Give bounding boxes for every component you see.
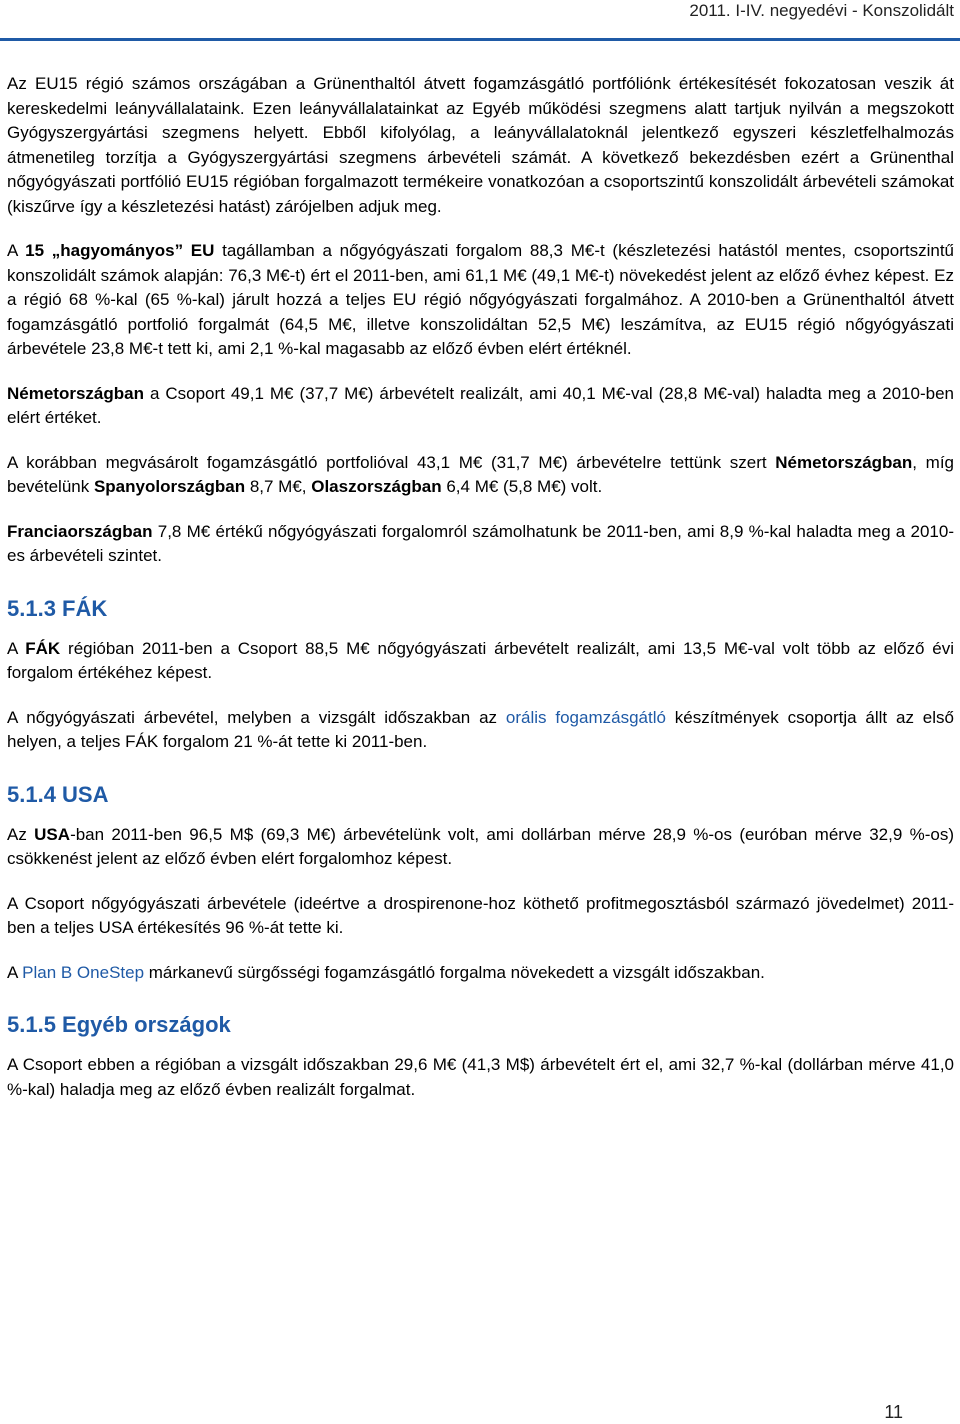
text-run: , míg bevételünk	[7, 452, 954, 496]
text-run: -ban 2011-ben 96,5 M$ (69,3 M€) árbevételünk volt, ami dollárban mérve 28,9 %-os (euróban mérve 32,9 %-os) csökkenést jelent az előző évben elért forgalomhoz képest.	[7, 824, 955, 868]
paragraph-germany	[7, 382, 954, 431]
text-run: A	[7, 638, 26, 658]
text-run: 6,4 M€ (5,8 M€) volt.	[441, 477, 603, 496]
text-run: tagállamban a nőgyógyászati forgalom 88,3 M€-t (készletezési hatástól mentes, csoportszintű konszolidált számok alapján: 76,3 M€-t) ért el 2011-ben, ami 61,1 M€ (49,1 M€-t) növekedést jelent az előző évhez képest. Ez a régió 68 %-kal (65 %-kal) járult hozzá a teljes EU régió nőgyógyászati forgalmához. A 2010-ben a Grünenthaltól átvett fogamzásgátló portfolió forgalmát (64,5 M€, illetve konszolidáltan 52,5 M€) leszámítva, az EU15 régió nőgyógyászati árbevétele 23,8 M€-t tett ki, ami 2,1 %-kal magasabb az előző évben elért értéknél.	[7, 241, 955, 358]
text-run: A	[7, 241, 26, 260]
bold-term: 15 „hagyományos” EU	[25, 241, 215, 260]
text-run: Az	[7, 824, 35, 844]
paragraph-fak-sales	[7, 637, 954, 686]
paragraph-usa-sales	[7, 823, 954, 872]
text-run: A korábban megvásárolt fogamzásgátló portfolióval 43,1 M€ (31,7 M€) árbevételre tettünk szert	[7, 452, 776, 472]
text-run: A nőgyógyászati árbevétel, melyben a vizsgált időszakban az	[7, 707, 506, 727]
text-run: 7,8 M€ értékű nőgyógyászati forgalomról számolhatunk be 2011-ben, ami 8,9 %-kal haladta meg a 2010-es árbevételi szintet.	[7, 521, 954, 565]
paragraph-eu15-sales	[7, 239, 954, 362]
paragraph-eu15-intro: Az EU15 régió számos országában a Grünenthaltól átvett fogamzásgátló portfóliónk értékesítését fokozatosan veszik át kereskedelmi leányvállalataink. Ezen leányvállalatainkat az Egyéb működési szegmens alatt tartjuk nyilván a megszokott Gyógyszergyártási szegmens helyett. Ebből kifolyólag, a leányvállalatoknál jelentkező egyszeri készletfelhalmozás átmenetileg torzítja a Gyógyszergyártási szegmens árbevételi számát. A következő bekezdésben ezért a Grünenthal nőgyógyászati portfólió EU15 régióban forgalmazott termékeire vonatkozóan a csoportszintű konszolidált árbevételi számokat (kiszűrve így a készletezési hatást) zárójelben adjuk meg.	[7, 74, 954, 216]
text-run: készítmények csoportja állt az első helyen, a teljes FÁK forgalom 21 %-át tette ki 2011-ben.	[7, 707, 954, 751]
bold-term: Németországban	[7, 383, 144, 403]
paragraph-plan-b	[7, 961, 954, 986]
paragraph-fak-share	[7, 706, 954, 755]
paragraph-portfolio	[7, 451, 954, 500]
link-plan-b-onestep[interactable]: Plan B OneStep	[22, 962, 145, 982]
text-run: márkanevű sürgősségi fogamzásgátló forgalma növekedett a vizsgált időszakban.	[144, 962, 765, 982]
paragraph-france	[7, 520, 954, 569]
header-title: 2011. I-IV. negyedévi - Konszolidált	[689, 1, 954, 20]
bold-term: USA	[34, 824, 71, 844]
paragraph-usa-share: A Csoport nőgyógyászati árbevétele (ideértve a drospirenone-hoz köthető profitmegosztásból származó jövedelmet) 2011-ben a teljes USA értékesítés 96 %-át tette ki.	[7, 893, 954, 937]
bold-term: Franciaországban	[7, 521, 153, 541]
bold-term: Olaszországban	[311, 477, 442, 496]
page-number: 11	[884, 1402, 903, 1422]
paragraph-other-countries: A Csoport ebben a régióban a vizsgált időszakban 29,6 M€ (41,3 M$) árbevételt ért el, ami 32,7 %-kal (dollárban mérve 41,0 %-kal) haladja meg az előző évben realizált forgalmat.	[7, 1055, 954, 1099]
header-divider	[0, 38, 960, 41]
section-heading-other-countries: 5.1.5 Egyéb országok	[7, 1012, 231, 1037]
section-heading-usa: 5.1.4 USA	[7, 781, 109, 807]
text-run: régióban 2011-ben a Csoport 88,5 M€ nőgyógyászati árbevételt realizált, ami 13,5 M€-val volt több az előző évi forgalom értékéhez képest.	[7, 638, 954, 682]
section-heading-fak: 5.1.3 FÁK	[7, 595, 108, 621]
text-run: a Csoport 49,1 M€ (37,7 M€) árbevételt realizált, ami 40,1 M€-val (28,8 M€-val) haladta meg a 2010-ben elért értéket.	[7, 383, 954, 427]
bold-term: Spanyolországban	[93, 477, 246, 496]
link-oral-contraceptive[interactable]: orális fogamzásgátló	[505, 707, 666, 727]
document-body	[7, 72, 954, 1122]
text-run: 8,7 M€,	[245, 477, 312, 496]
bold-term: FÁK	[25, 638, 61, 658]
bold-term: Németországban	[775, 452, 913, 472]
text-run: A	[7, 962, 23, 982]
